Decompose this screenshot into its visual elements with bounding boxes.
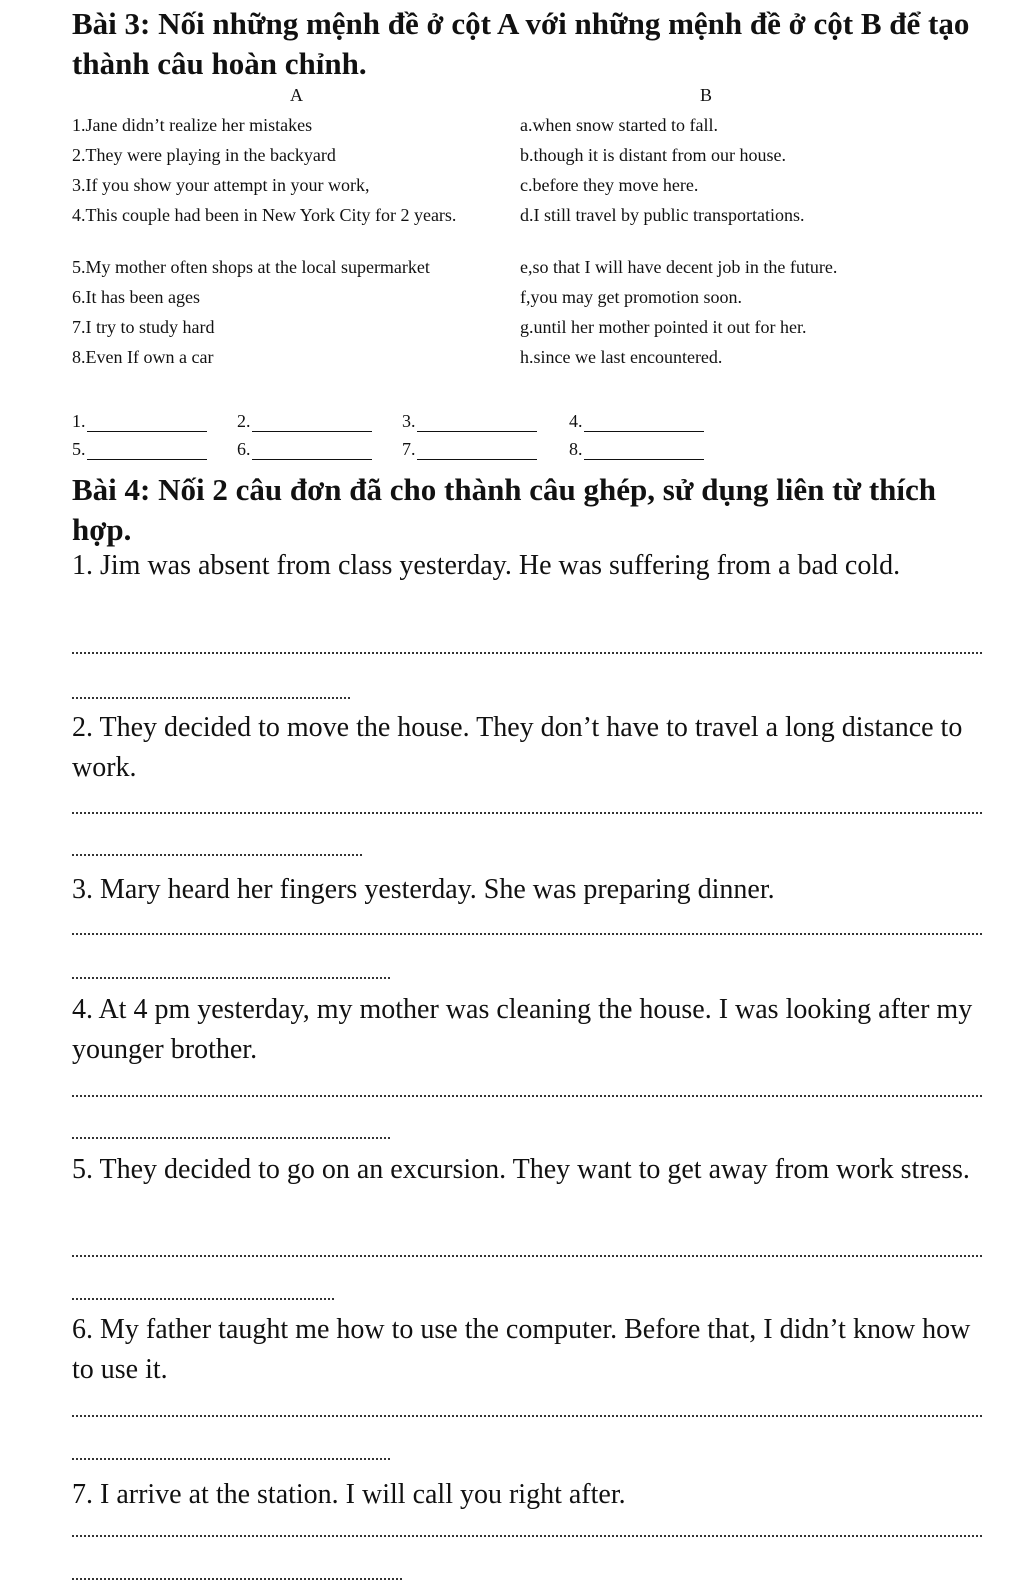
- column-a-clause-4: 4.This couple had been in New York City for 2 years.: [72, 205, 457, 225]
- exercise-4-title: Bài 4: Nối 2 câu đơn đã cho thành câu ghép, sử dụng liên từ thích hợp.: [72, 472, 937, 547]
- question-5: 5. They decided to go on an excursion. They want to get away from work stress.: [72, 1154, 970, 1185]
- column-b-clause-b: b.though it is distant from our house.: [520, 145, 786, 165]
- answer-8[interactable]: [569, 438, 704, 460]
- answer-7[interactable]: [402, 438, 537, 460]
- answer-line-4b[interactable]: [72, 1137, 390, 1139]
- answer-number: 7.: [402, 439, 416, 459]
- answer-4[interactable]: [569, 410, 704, 432]
- answer-blank[interactable]: [252, 413, 372, 432]
- answer-blank[interactable]: [252, 441, 372, 460]
- question-6: 6. My father taught me how to use the computer. Before that, I didn’t know how to use it.: [72, 1314, 971, 1385]
- answer-line-7a[interactable]: [72, 1535, 982, 1537]
- answer-3[interactable]: [402, 410, 537, 432]
- column-b-clause-d: d.I still travel by public transportations.: [520, 205, 805, 225]
- answer-5[interactable]: [72, 438, 207, 460]
- answer-2[interactable]: [237, 410, 372, 432]
- answer-line-4a[interactable]: [72, 1095, 982, 1097]
- answer-number: 3.: [402, 411, 416, 431]
- answer-6[interactable]: [237, 438, 372, 460]
- column-b-clause-e: e,so that I will have decent job in the future.: [520, 257, 838, 277]
- answer-number: 1.: [72, 411, 86, 431]
- answer-blank[interactable]: [417, 441, 537, 460]
- answer-line-7b[interactable]: [72, 1578, 402, 1580]
- answer-line-1a[interactable]: [72, 652, 982, 654]
- answer-1[interactable]: [72, 410, 207, 432]
- answer-number: 6.: [237, 439, 251, 459]
- answer-blank[interactable]: [584, 441, 704, 460]
- column-b-clause-g: g.until her mother pointed it out for her.: [520, 317, 807, 337]
- answer-line-5a[interactable]: [72, 1255, 982, 1257]
- answer-line-1b[interactable]: [72, 697, 350, 699]
- answer-row-1: [72, 410, 772, 434]
- answer-line-2a[interactable]: [72, 812, 982, 814]
- question-2: 2. They decided to move the house. They don’t have to travel a long distance to work.: [72, 712, 963, 783]
- question-7: 7. I arrive at the station. I will call you right after.: [72, 1479, 626, 1510]
- answer-number: 2.: [237, 411, 251, 431]
- answer-number: 5.: [72, 439, 86, 459]
- answer-blank[interactable]: [417, 413, 537, 432]
- column-a-clause-7: 7.I try to study hard: [72, 317, 215, 337]
- question-1: 1. Jim was absent from class yesterday. He was suffering from a bad cold.: [72, 550, 901, 581]
- answer-line-3a[interactable]: [72, 933, 982, 935]
- answer-blank[interactable]: [87, 441, 207, 460]
- answer-blank[interactable]: [584, 413, 704, 432]
- answer-line-6b[interactable]: [72, 1458, 390, 1460]
- column-a-clause-5: 5.My mother often shops at the local supermarket: [72, 257, 430, 277]
- question-3: 3. Mary heard her fingers yesterday. She was preparing dinner.: [72, 874, 775, 905]
- column-a-clause-3: 3.If you show your attempt in your work,: [72, 175, 370, 195]
- column-a-clause-8: 8.Even If own a car: [72, 347, 214, 367]
- answer-number: 8.: [569, 439, 583, 459]
- column-a-clause-2: 2.They were playing in the backyard: [72, 145, 336, 165]
- exercise-3-title: Bài 3: Nối những mệnh đề ở cột A với những mệnh đề ở cột B để tạo thành câu hoàn chỉnh.: [72, 6, 970, 81]
- answer-line-6a[interactable]: [72, 1415, 982, 1417]
- question-4: 4. At 4 pm yesterday, my mother was cleaning the house. I was looking after my younger brother.: [72, 994, 973, 1065]
- answer-blank[interactable]: [87, 413, 207, 432]
- column-b-clause-h: h.since we last encountered.: [520, 347, 723, 367]
- column-a-header: A: [290, 85, 303, 105]
- answer-line-3b[interactable]: [72, 977, 390, 979]
- answer-number: 4.: [569, 411, 583, 431]
- column-b-clause-f: f,you may get promotion soon.: [520, 287, 742, 307]
- answer-row-2: [72, 438, 772, 462]
- column-a-clause-1: 1.Jane didn’t realize her mistakes: [72, 115, 313, 135]
- column-b-clause-c: c.before they move here.: [520, 175, 699, 195]
- answer-line-5b[interactable]: [72, 1298, 334, 1300]
- answer-line-2b[interactable]: [72, 854, 362, 856]
- column-b-clause-a: a.when snow started to fall.: [520, 115, 718, 135]
- column-a-clause-6: 6.It has been ages: [72, 287, 200, 307]
- column-b-header: B: [700, 85, 713, 105]
